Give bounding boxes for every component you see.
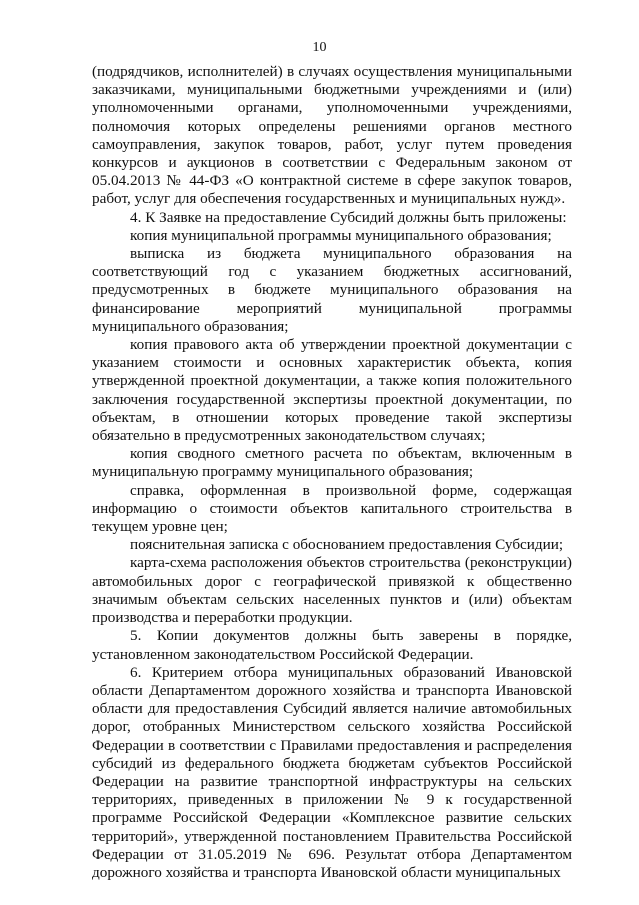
document-body	[92, 63, 572, 882]
paragraph-legal-act-copy: копия правового акта об утверждении проектной документации с указанием стоимости и основных характеристик объекта, копия утвержденной проектной документации, а также копия положительного заключения государственной экспертизы проектной документации, по объектам, в отношении которых проведение такой экспертизы обязательно в предусмотренных законодательством случаях;	[92, 336, 572, 445]
paragraph-item-5: 5. Копии документов должны быть заверены в порядке, установленном законодательством Российской Федерации.	[92, 627, 572, 663]
paragraph-item-6: 6. Критерием отбора муниципальных образований Ивановской области Департаментом дорожного хозяйства и транспорта Ивановской области для предоставления Субсидий является наличие автомобильных дорог, отобранных Министерством сельского хозяйства Российской Федерации в соответствии с Правилами предоставления и распределения субсидий из федерального бюджета бюджетам субъектов Российской Федерации на развитие транспортной инфраструктуры на сельских территориях, приведенных в приложении № 9 к государственной программе Российской Федерации «Комплексное развитие сельских территорий», утвержденной постановлением Правительства Российской Федерации от 31.05.2019 № 696. Результат отбора Департаментом дорожного хозяйства и транспорта Ивановской области муниципальных	[92, 663, 572, 881]
paragraph-cost-reference: справка, оформленная в произвольной форме, содержащая информацию о стоимости объектов капитального строительства в текущем уровне цен;	[92, 481, 572, 536]
page-number: 10	[312, 40, 327, 55]
paragraph-continuation: (подрядчиков, исполнителей) в случаях осуществления муниципальными заказчиками, муниципальными бюджетными учреждениями и (или) уполномоченными органами, уполномоченными учреждениями, полномочия которых определены решениями органов местного самоуправления, закупок товаров, работ, услуг путем проведения конкурсов и аукционов в соответствии с Федеральным законом от 05.04.2013 № 44-ФЗ «О контрактной системе в сфере закупок товаров, работ, услуг для обеспечения государственных и муниципальных нужд».	[92, 63, 572, 208]
paragraph-estimate-copy: копия сводного сметного расчета по объектам, включенным в муниципальную программу муниципального образования;	[92, 445, 572, 481]
paragraph-budget-extract: выписка из бюджета муниципального образования на соответствующий год с указанием бюджетных ассигнований, предусмотренных в бюджете муниципального образования на финансирование мероприятий муниципальной программы муниципального образования;	[92, 245, 572, 335]
paragraph-program-copy: копия муниципальной программы муниципального образования;	[130, 226, 552, 244]
paragraph-explanatory-note: пояснительная записка с обоснованием предоставления Субсидии;	[130, 536, 564, 554]
paragraph-map-scheme: карта-схема расположения объектов строительства (реконструкции) автомобильных дорог с географической привязкой к общественно значимым объектам сельских населенных пунктов и (или) объектам производства и переработки продукции.	[92, 554, 572, 627]
paragraph-item-4: 4. К Заявке на предоставление Субсидий должны быть приложены:	[130, 208, 567, 226]
